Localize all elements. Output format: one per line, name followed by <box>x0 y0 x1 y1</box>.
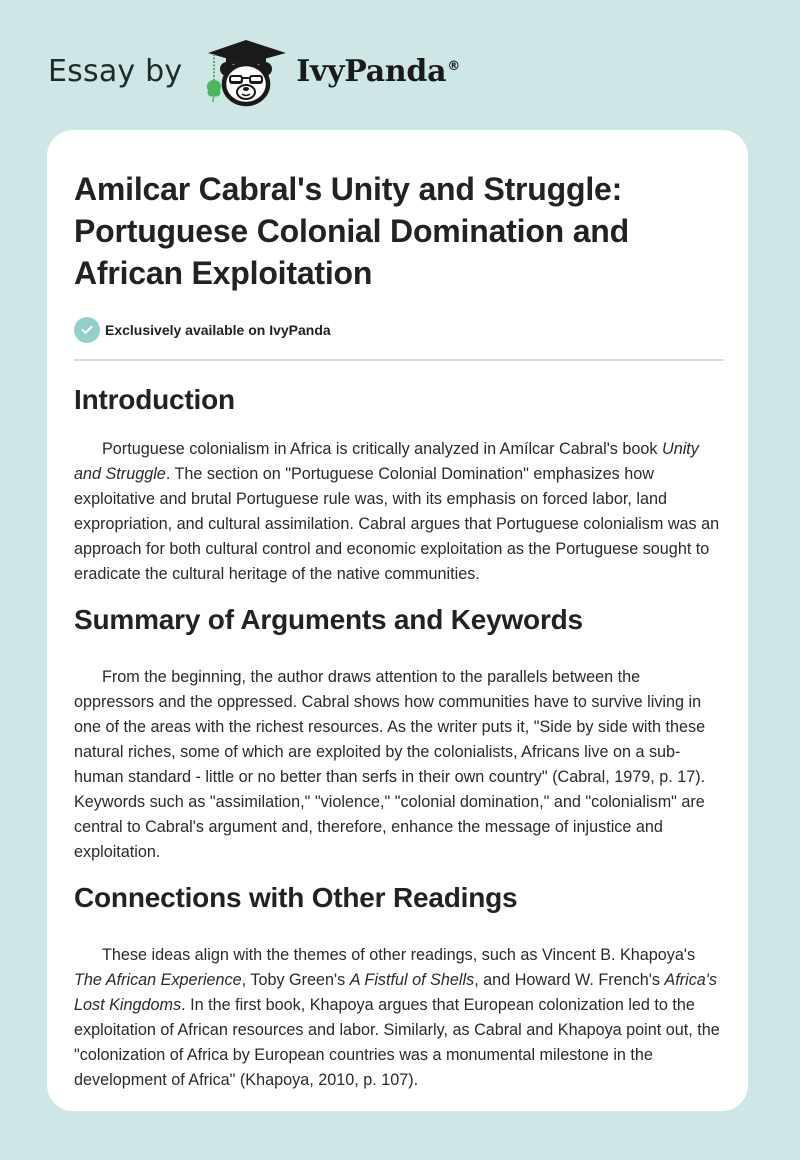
article-card <box>47 130 748 1111</box>
brand-name[interactable] <box>296 54 460 89</box>
registered-mark: ® <box>447 59 460 74</box>
section-heading-introduction: Introduction <box>74 384 235 415</box>
paragraph-text: , Toby Green's <box>241 971 350 989</box>
book-title-africas-lost-kingdoms: Africa's Lost Kingdoms <box>74 971 717 1014</box>
book-title-unity-and-struggle: Unity and Struggle <box>74 440 699 483</box>
article-title: Amilcar Cabral's Unity and Struggle: Portuguese Colonial Domination and African Exploitation <box>74 171 629 291</box>
section-connections <box>74 881 722 1093</box>
paragraph-text: Portuguese colonialism in Africa is critically analyzed in Amílcar Cabral's book <box>102 440 663 458</box>
brand-name-text: IvyPanda <box>296 54 447 89</box>
brand-prefix: Essay by <box>48 54 183 89</box>
divider <box>74 359 724 361</box>
check-circle-icon <box>74 317 100 343</box>
paragraph-text: . The section on "Portuguese Colonial Domination" emphasizes how exploitative and brutal Portuguese rule was, with its emphasis on forced labor, land expropriation, and cultural assimilation. Cabral argues that Portuguese colonialism was an approach for both cultural control and economic exploitation as the Portuguese sought to eradicate the cultural heritage of the native communities. <box>74 465 720 583</box>
paragraph-connections <box>74 943 724 1093</box>
book-title-fistful-of-shells: A Fistful of Shells <box>349 971 475 989</box>
panda-graduation-cap-icon[interactable] <box>200 36 292 108</box>
paragraph-text: From the beginning, the author draws attention to the parallels between the oppressors and the oppressed. Cabral shows how communities have to survive living in one of the areas with the richest resources. As the writer puts it, "Side by side with these natural riches, some of which are exploited by the colonialists, Africans live on a sub-human standard - little or no better than serfs in their own country" (Cabral, 1979, p. 17). Keywords such as "assimilation," "violence," "colonial domination," and "colonialism" are central to Cabral's argument and, therefore, enhance the message of injustice and exploitation. <box>74 668 706 861</box>
section-introduction <box>74 383 722 587</box>
paragraph-text: These ideas align with the themes of other readings, such as Vincent B. Khapoya's <box>102 946 696 964</box>
paragraph-text: , and Howard W. French's <box>474 971 665 989</box>
section-summary <box>74 603 722 865</box>
book-title-african-experience: The African Experience <box>74 971 242 989</box>
exclusive-label: Exclusively available on IvyPanda <box>105 322 331 338</box>
exclusive-badge <box>74 317 722 343</box>
paragraph-summary <box>74 665 724 865</box>
section-heading-summary: Summary of Arguments and Keywords <box>74 604 583 635</box>
brand-header <box>48 36 460 108</box>
paragraph-introduction <box>74 437 724 587</box>
paragraph-text: . In the first book, Khapoya argues that European colonization led to the exploitation of African resources and labor. Similarly, as Cabral and Khapoya point out, the "colonization of Africa by European countries was a monumental milestone in the development of Africa" (Khapoya, 2010, p. 107). <box>74 996 720 1089</box>
section-heading-connections: Connections with Other Readings <box>74 882 518 913</box>
